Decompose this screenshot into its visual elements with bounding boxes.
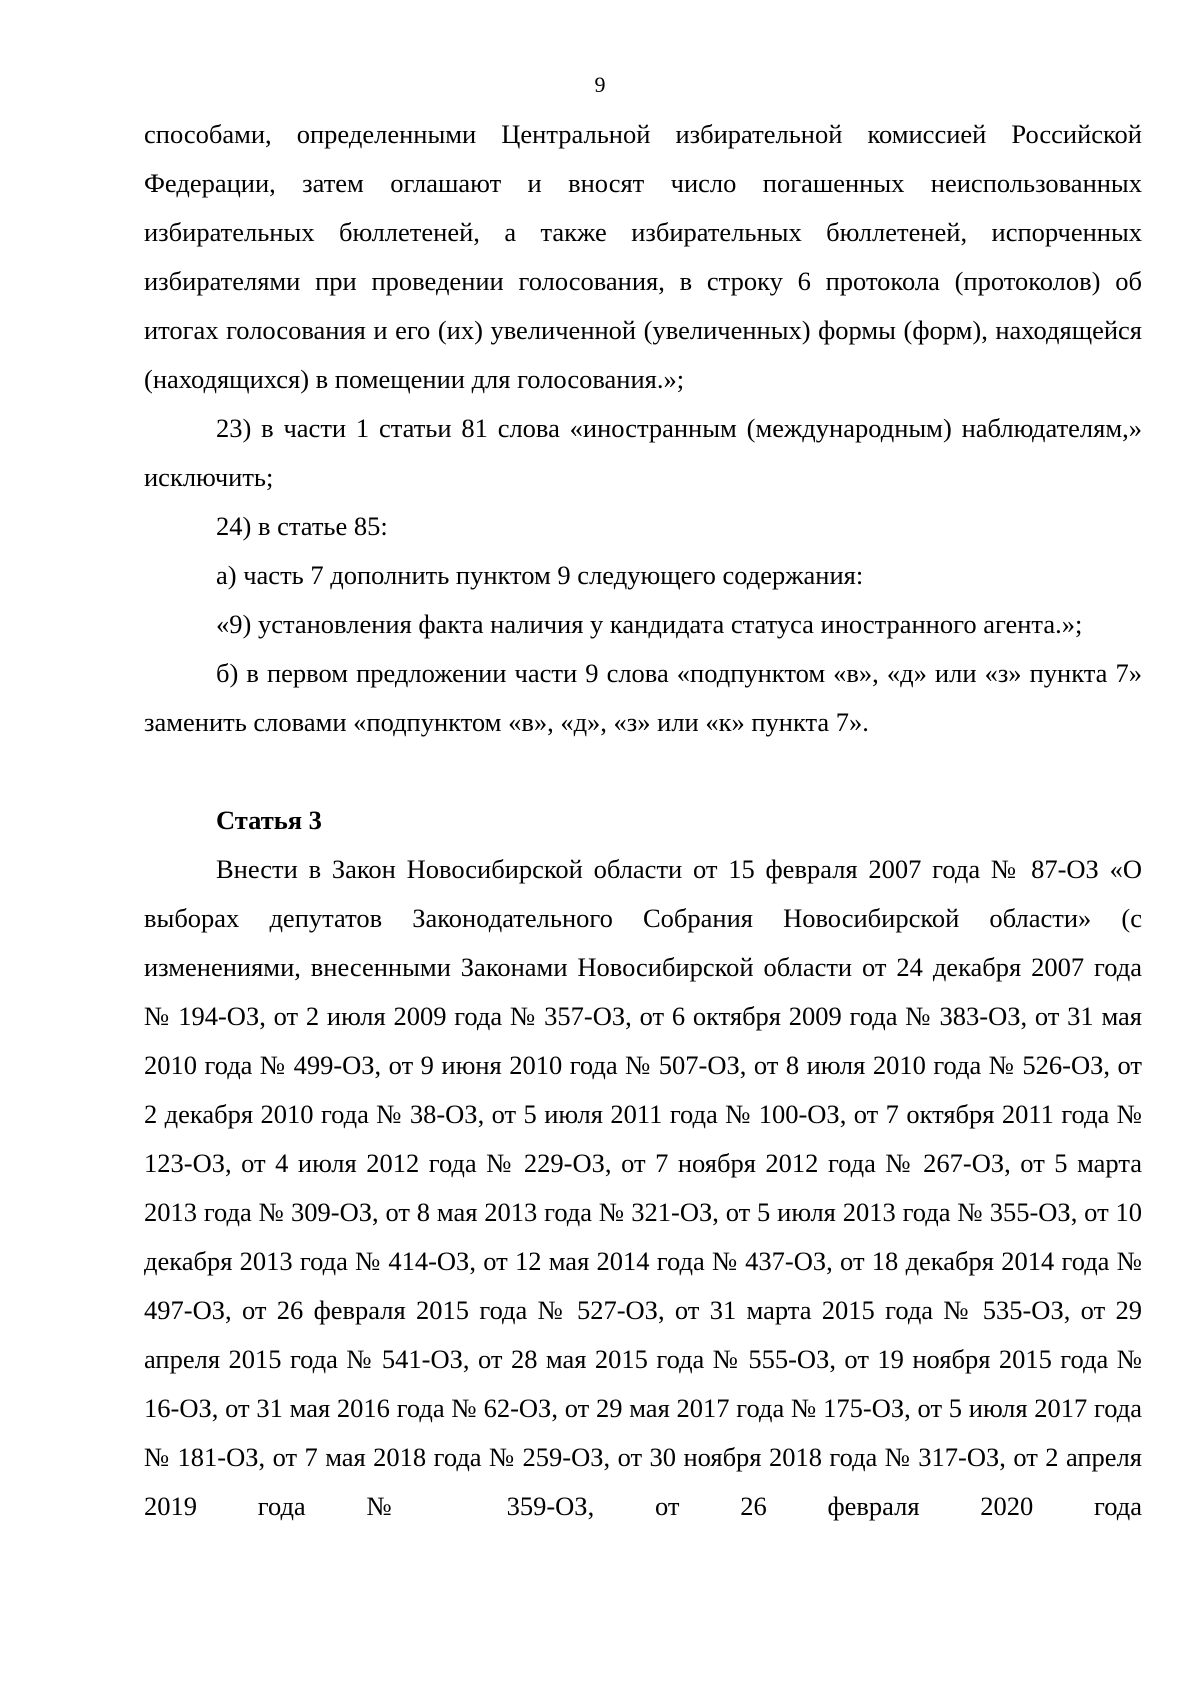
paragraph-subitem-b: б) в первом предложении части 9 слова «подпунктом «в», «д» или «з» пункта 7» заменить словами «подпунктом «в», «д», «з» или «к» пункта 7». [144, 658, 1142, 737]
document-body [144, 110, 1142, 1531]
paragraph-item-24: 24) в статье 85: [216, 511, 388, 541]
article-heading: Статья 3 [216, 805, 322, 835]
paragraph-item-23: 23) в части 1 статьи 81 слова «иностранным (международным) наблюдателям,» исключить; [144, 413, 1142, 492]
page-number: 9 [594, 72, 606, 97]
paragraph-continuation: способами, определенными Центральной избирательной комиссией Российской Федерации, затем оглашают и вносят число погашенных неиспользованных избирательных бюллетеней, а также избирательных бюллетеней, испорченных избирателями при проведении голосования, в строку 6 протокола (протоколов) об итогах голосования и его (их) увеличенной (увеличенных) формы (форм), находящейся (находящихся) в помещении для голосования.»; [144, 119, 1142, 394]
article-paragraph: Внести в Закон Новосибирской области от 15 февраля 2007 года № 87-ОЗ «О выборах депутатов Законодательного Собрания Новосибирской области» (с изменениями, внесенными Законами Новосибирской области от 24 декабря 2007 года № 194-ОЗ, от 2 июля 2009 года № 357-ОЗ, от 6 октября 2009 года № 383-ОЗ, от 31 мая 2010 года № 499-ОЗ, от 9 июня 2010 года № 507-ОЗ, от 8 июля 2010 года № 526-ОЗ, от 2 декабря 2010 года № 38-ОЗ, от 5 июля 2011 года № 100-ОЗ, от 7 октября 2011 года № 123-ОЗ, от 4 июля 2012 года № 229-ОЗ, от 7 ноября 2012 года № 267-ОЗ, от 5 марта 2013 года № 309-ОЗ, от 8 мая 2013 года № 321-ОЗ, от 5 июля 2013 года № 355-ОЗ, от 10 декабря 2013 года № 414-ОЗ, от 12 мая 2014 года № 437-ОЗ, от 18 декабря 2014 года № 497-ОЗ, от 26 февраля 2015 года № 527-ОЗ, от 31 марта 2015 года № 535-ОЗ, от 29 апреля 2015 года № 541-ОЗ, от 28 мая 2015 года № 555-ОЗ, от 19 ноября 2015 года № 16-ОЗ, от 31 мая 2016 года № 62-ОЗ, от 29 мая 2017 года № 175-ОЗ, от 5 июля 2017 года № 181-ОЗ, от 7 мая 2018 года № 259-ОЗ, от 30 ноября 2018 года № 317-ОЗ, от 2 апреля 2019 года № 359-ОЗ, от 26 февраля 2020 года [144, 854, 1142, 1521]
paragraph-quoted-point-9: «9) установления факта наличия у кандидата статуса иностранного агента.»; [216, 609, 1083, 639]
paragraph-subitem-a: а) часть 7 дополнить пунктом 9 следующего содержания: [216, 560, 864, 590]
